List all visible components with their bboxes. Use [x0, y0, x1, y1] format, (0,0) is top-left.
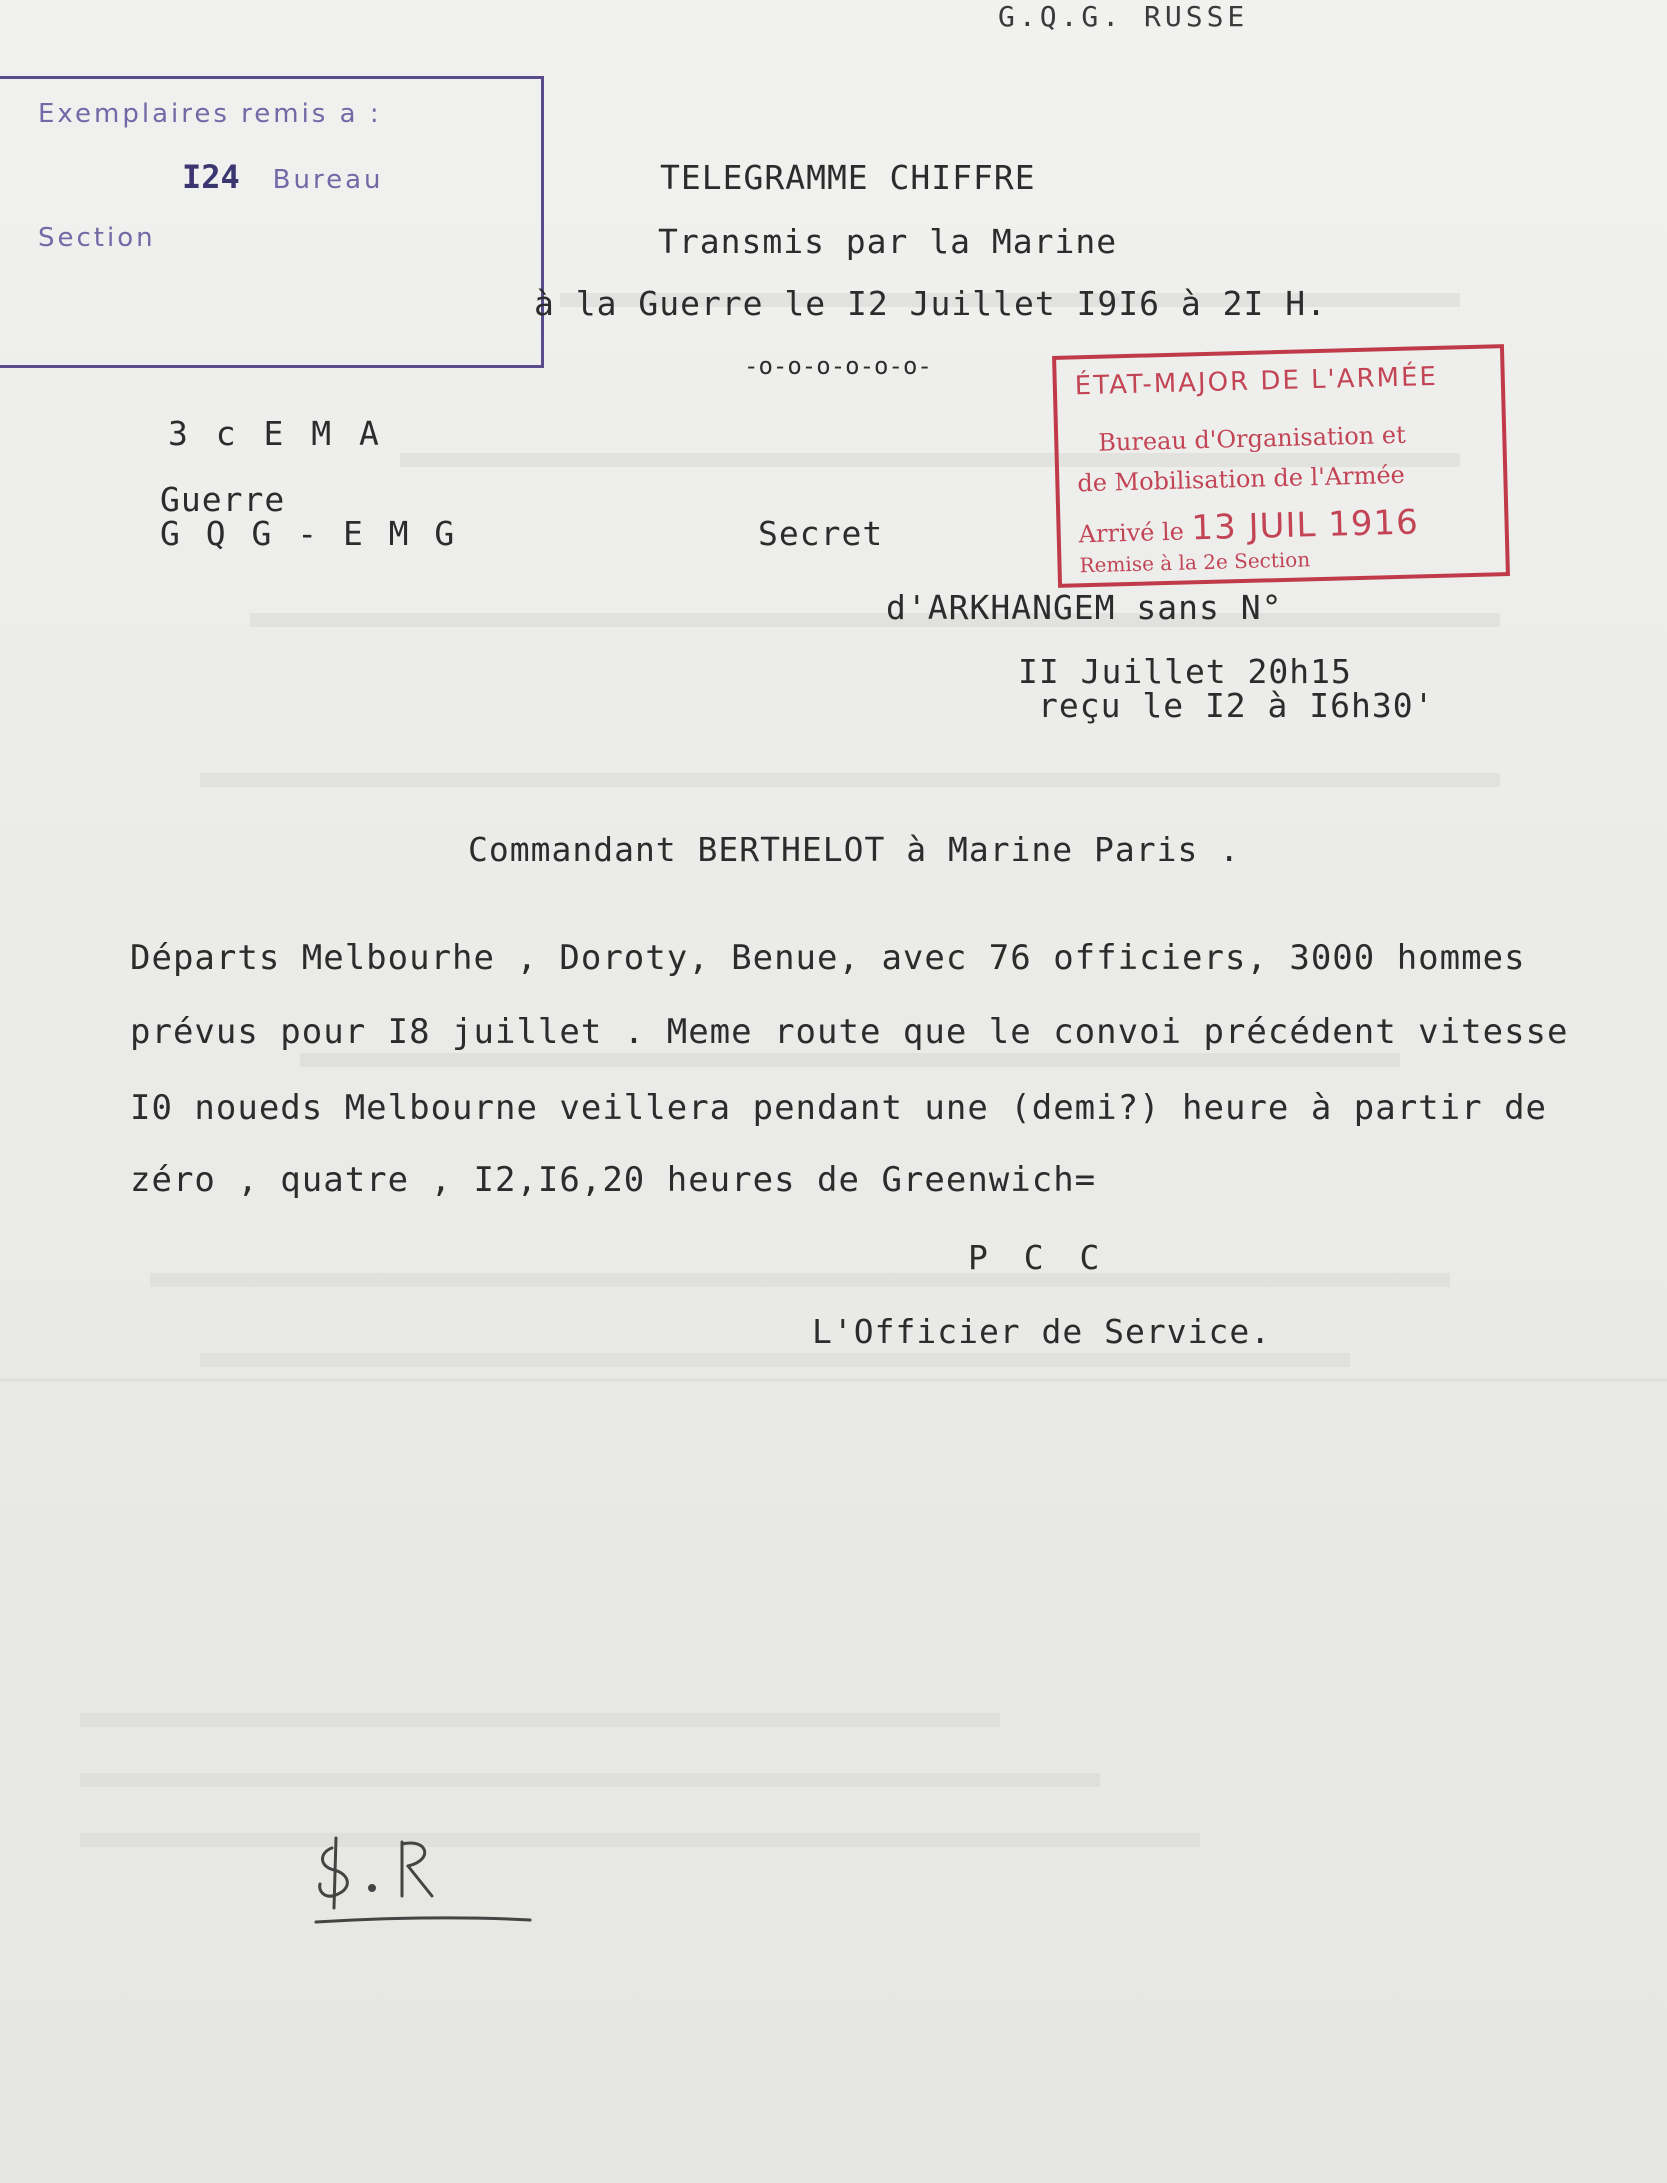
stamp-arrival-prefix: Arrivé le — [1078, 517, 1185, 549]
title-separator: -o-o-o-o-o-o- — [744, 352, 932, 380]
telegram-transmission-line: Transmis par la Marine — [658, 222, 1118, 261]
body-line-2: prévus pour I8 juillet . Meme route que le convoi précédent vitesse — [130, 1012, 1569, 1052]
telegram-title: TELEGRAMME CHIFFRE — [660, 158, 1036, 197]
routing-box-copies-label: Exemplaires remis a : — [38, 99, 382, 129]
telegram-date-line: à la Guerre le I2 Juillet I9I6 à 2I H. — [534, 284, 1327, 323]
classification-label: Secret — [758, 514, 884, 553]
closing-signatory: L'Officier de Service. — [812, 1312, 1272, 1351]
stamp-line-1: ÉTAT-MAJOR DE L'ARMÉE — [1074, 361, 1439, 402]
body-line-1: Départs Melbourhe , Doroty, Benue, avec 76 officiers, 3000 hommes — [130, 938, 1526, 978]
routing-box-bureau-line — [182, 157, 384, 196]
distribution-line-2: Guerre — [160, 480, 286, 519]
distribution-line-3: G Q G - E M G — [160, 514, 458, 553]
header-origin-label: G.Q.G. RUSSE — [998, 0, 1249, 33]
body-line-4: zéro , quatre , I2,I6,20 heures de Greenwich= — [130, 1160, 1097, 1200]
closing-pcc: P C C — [968, 1238, 1108, 1277]
origin-line-3: reçu le I2 à I6h30' — [1038, 686, 1435, 725]
arrival-stamp — [1052, 344, 1510, 588]
stamp-line-2: Bureau d'Organisation et — [1097, 420, 1406, 457]
origin-line-2: II Juillet 20h15 — [1018, 652, 1352, 691]
body-line-3: I0 noueds Melbourne veillera pendant une (demi?) heure à partir de — [130, 1088, 1548, 1128]
routing-box-bureau-label: Bureau — [272, 165, 384, 195]
routing-box-section-label: Section — [38, 223, 156, 253]
stamp-line-5: Remise à la 2e Section — [1079, 547, 1311, 578]
stamp-arrival-date: 13 JUIL 1916 — [1190, 502, 1420, 549]
addressee-line: Commandant BERTHELOT à Marine Paris . — [468, 830, 1241, 869]
stamp-line-3: de Mobilisation de l'Armée — [1077, 460, 1406, 498]
origin-line-1: d'ARKHANGEM sans N° — [886, 588, 1283, 627]
stamp-line-4 — [1078, 502, 1419, 551]
routing-box — [0, 76, 544, 368]
distribution-line-1: 3 c E M A — [168, 414, 383, 453]
routing-box-bureau-number: I24 — [182, 158, 240, 196]
handwritten-initials — [310, 1830, 550, 1940]
